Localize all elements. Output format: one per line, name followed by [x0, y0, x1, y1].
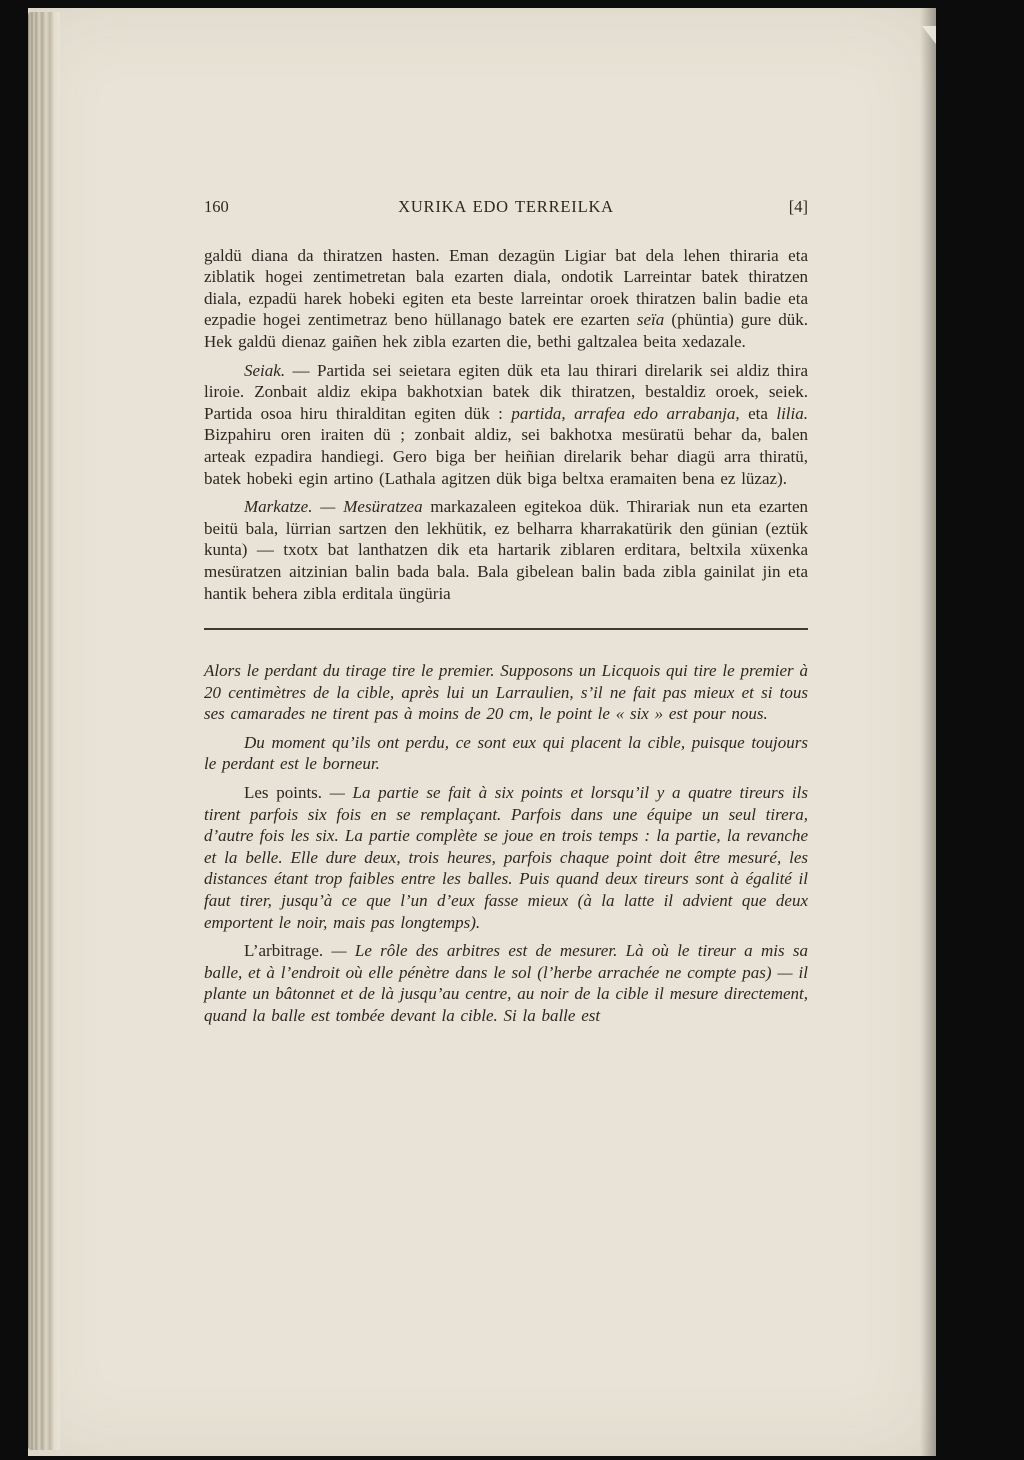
page-number: 160 [204, 197, 229, 216]
french-paragraph: L’arbitrage. — Le rôle des arbitres est de mesurer. Là où le tireur a mis sa balle, et à l’endroit où elle pénètre dans le sol (l’herbe arrachée ne compte pas) — il plante un bâtonnet et de là jusqu’au centre, au noir de la cible il mesure directement, quand la balle est tombée devant la cible. Si la balle est [204, 941, 808, 1025]
french-paragraph: Du moment qu’ils ont perdu, ce sont eux qui placent la cible, puisque toujours le perdant est le borneur. [204, 732, 808, 774]
running-title: XURIKA EDO TERREILKA [398, 197, 614, 216]
basque-text-section [204, 245, 808, 605]
french-paragraph: Alors le perdant du tirage tire le premier. Supposons un Licquois qui tire le premier à 20 centimètres de la cible, après lui un Larraulien, s’il ne fait pas mieux et si tous ses camarades ne tirent pas à moins de 20 cm, le point le « six » est pour nous. [204, 661, 808, 724]
page-header [204, 196, 808, 218]
book-page [28, 8, 936, 1456]
page-gutter-shadow [920, 8, 936, 1456]
basque-paragraph: Markatze. — Mesüratzea markazaleen egitekoa dük. Thirariak nun eta ezarten beitü bala, lürrian sartzen den lekhütik, ez belharra kharrakatürik den günian (eztük kunta) — txotx bat lanthatzen dik eta hartarik ziblaren erditara, beltxila xüxenka mesüratzen aitzinian balin bada bala. Bala gibelean balin bada zibla gainilat jin eta hantik behera zibla erditala üngüria [204, 497, 808, 603]
french-translation-section [204, 660, 808, 1027]
basque-paragraph: Seiak. — Partida sei seietara egiten dük eta lau thirari direlarik sei aldiz thira liroie. Zonbait aldiz ekipa bakhotxian batek dik thiratzen, bestaldiz oroek, seiek. Partida osoa hiru thiralditan egiten dük : partida, arrafea edo arrabanja, eta lilia. Bizpahiru oren iraiten dü ; zonbait aldiz, sei bakhotxa mesüratü behar da, balen arteak ezpadira handiegi. Gero biga ber heiñian direlarik behar diagü arra thiratü, batek hobeki egin artino (Lathala agitzen dük biga beltxa eramaiten bena ez lüzaz). [204, 360, 808, 488]
page-corner-fold [922, 26, 936, 44]
page-stack-edges [28, 12, 60, 1450]
french-paragraph: Les points. — La partie se fait à six points et lorsqu’il y a quatre tireurs ils tirent parfois six fois en se remplaçant. Parfois dans une équipe un seul tirera, d’autre fois les six. La partie complète se joue en trois temps : la partie, la revanche et la belle. Elle dure deux, trois heures, parfois chaque point doit être mesuré, les distances étant trop faibles entre les balles. Puis quand deux tireurs sont à égalité il faut tirer, jusqu’à ce que l’un d’eux fasse mieux (à la latte il advient que deux emportent le noir, mais pas longtemps). [204, 783, 808, 932]
basque-paragraph: galdü diana da thiratzen hasten. Eman dezagün Ligiar bat dela lehen thiraria eta ziblatik hogei zentimetretan bala ezarten diala, ondotik Larreintar batek thiratzen diala, ezpadü harek hobeki egiten eta beste larreintar oroek thiratzen balin badie eta ezpadie hogei zentimetraz beno hüllanago batek ere ezarten seïa (phüntia) gure dük. Hek galdü dienaz gaiñen hek zibla ezarten die, bethi galtzalea beita xedazale. [204, 245, 808, 351]
section-number: [4] [788, 197, 808, 216]
section-divider [204, 628, 808, 630]
text-column [204, 196, 808, 1027]
